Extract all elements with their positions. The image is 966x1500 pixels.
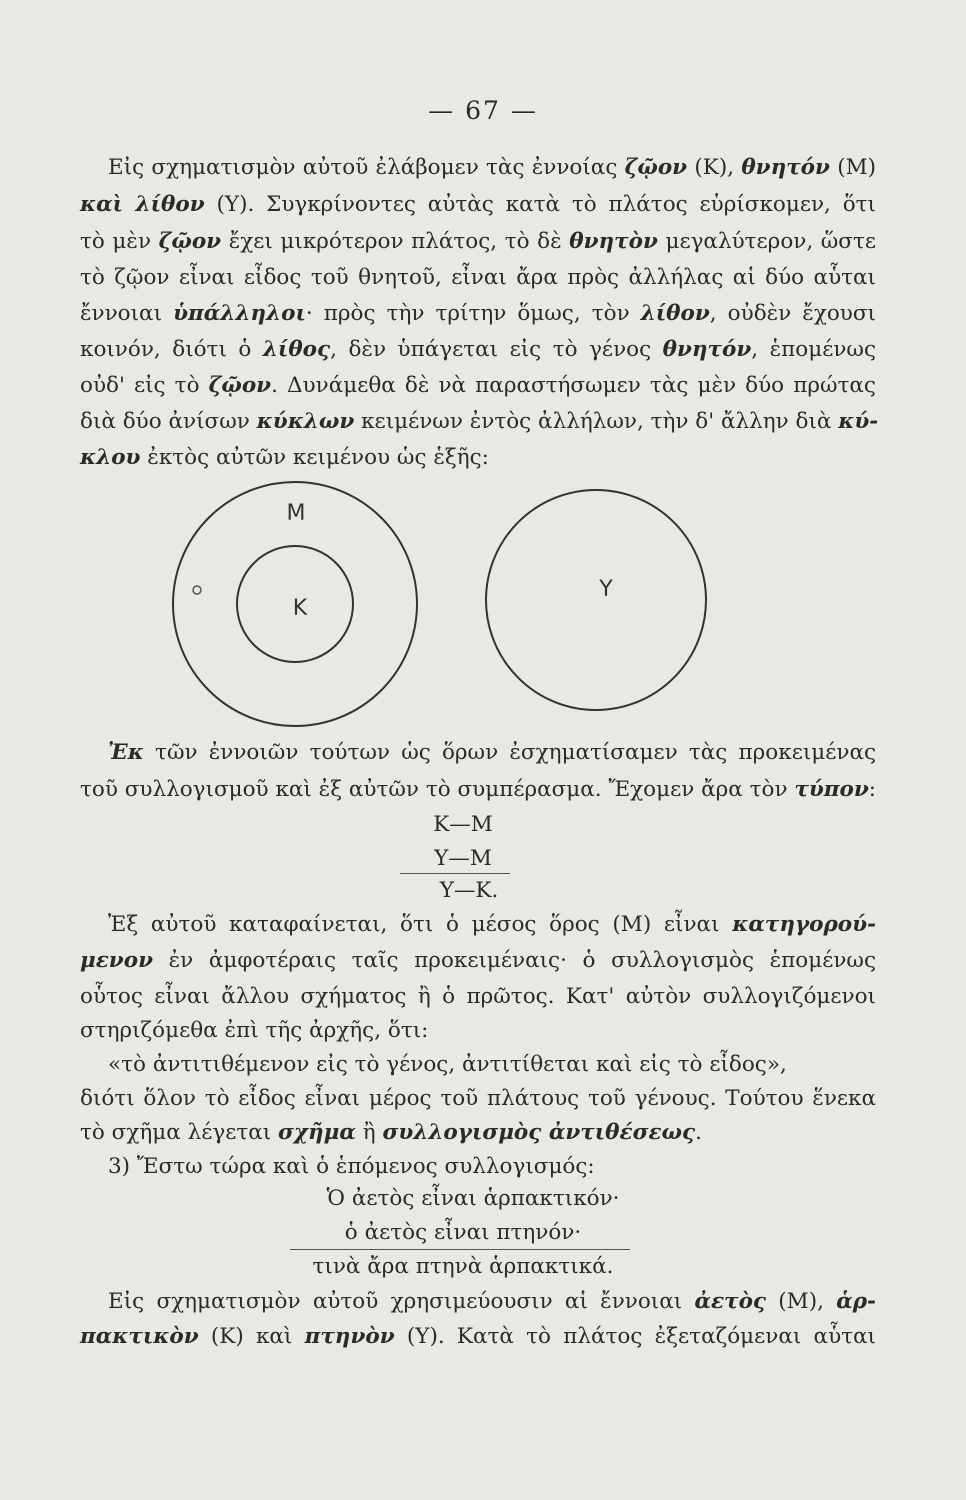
text-line: καὶ λίθον (Υ). Συγκρίνοντες αὐτὰς κατὰ τὸ πλάτος εὑρίσκομεν, ὅτι <box>80 192 876 217</box>
text-line: μενον ἐν ἀμφοτέραις ταῖς προκειμέναις· ὁ συλλογισμὸς ἑπομένως <box>80 948 876 973</box>
text-line: οὗτος εἶναι ἄλλου σχήματος ἢ ὁ πρῶτος. Κατ' αὐτὸν συλλογιζόμενοι <box>80 984 876 1009</box>
premise-line: ὁ ἀετὸς εἶναι πτηνόν· <box>344 1220 582 1245</box>
separate-circle-y <box>486 490 706 710</box>
label-m: Μ <box>286 501 306 526</box>
text-line: ἔννοιαι ὑπάλληλοι· πρὸς τὴν τρίτην ὅμως, τὸν λίθον, οὐδὲν ἔχουσι <box>80 301 876 326</box>
text-line: Εἰς σχηματισμὸν αὐτοῦ χρησιμεύουσιν αἱ ἔννοιαι ἀετὸς (Μ), ἁρ- <box>108 1289 876 1314</box>
text-line: τὸ μὲν ζῷον ἔχει μικρότερον πλάτος, τὸ δὲ θνητὸν μεγαλύτερον, ὥστε <box>80 229 877 254</box>
text-line: τὸ σχῆμα λέγεται σχῆμα ἢ συλλογισμὸς ἀντιθέσεως. <box>80 1120 702 1145</box>
conclusion-line: τινὰ ἄρα πτηνὰ ἁρπακτικά. <box>312 1254 614 1279</box>
premise-line: Ὁ ἀετὸς εἶναι ἁρπακτικόν· <box>326 1186 620 1211</box>
formula-rule <box>290 1249 630 1250</box>
text-line: στηριζόμεθα ἐπὶ τῆς ἀρχῆς, ὅτι: <box>80 1018 429 1043</box>
text-line: πακτικὸν (Κ) καὶ πτηνὸν (Υ). Κατὰ τὸ πλάτος ἐξεταζόμεναι αὗται <box>80 1324 876 1349</box>
label-k: Κ <box>292 596 308 621</box>
conclusion-line: Υ—Κ. <box>439 878 499 903</box>
premise-line: Υ—Μ <box>434 846 492 871</box>
text-line: 3) Ἔστω τώρα καὶ ὁ ἑπόμενος συλλογισμός: <box>108 1154 595 1179</box>
text-line: τὸ ζῷον εἶναι εἶδος τοῦ θνητοῦ, εἶναι ἄρα πρὸς ἀλλήλας αἱ δύο αὗται <box>80 265 876 290</box>
label-y: Υ <box>599 577 613 602</box>
text-line: κλου ἐκτὸς αὐτῶν κειμένου ὡς ἑξῆς: <box>80 445 489 470</box>
quote-line: «τὸ ἀντιτιθέμενον εἰς τὸ γένος, ἀντιτίθεται καὶ εἰς τὸ εἶδος», <box>108 1052 787 1077</box>
text-line: διότι ὅλον τὸ εἶδος εἶναι μέρος τοῦ πλάτους τοῦ γένους. Τούτου ἕνεκα <box>80 1086 876 1111</box>
text-line: κοινόν, διότι ὁ λίθος, δὲν ὑπάγεται εἰς τὸ γένος θνητόν, ἑπομένως <box>80 337 876 362</box>
formula-rule <box>400 873 510 874</box>
circle-diagram <box>0 470 966 750</box>
text-line: διὰ δύο ἀνίσων κύκλων κειμένων ἐντὸς ἀλλήλων, τὴν δ' ἄλλην διὰ κύ- <box>80 409 879 434</box>
ink-dot <box>193 586 201 594</box>
text-line: οὐδ' εἰς τὸ ζῷον. Δυνάμεθα δὲ νὰ παραστήσωμεν τὰς μὲν δύο πρώτας <box>80 373 876 398</box>
text-line: Ἐκ τῶν ἐννοιῶν τούτων ὡς ὅρων ἐσχηματίσαμεν τὰς προκειμένας <box>108 740 876 765</box>
circle-diagram-svg <box>0 470 966 750</box>
text-line: Εἰς σχηματισμὸν αὐτοῦ ἐλάβομεν τὰς ἐννοίας ζῷον (Κ), θνητόν (Μ) <box>108 155 877 180</box>
text-line: Ἐξ αὐτοῦ καταφαίνεται, ὅτι ὁ μέσος ὅρος (Μ) εἶναι κατηγορού- <box>108 912 876 937</box>
premise-line: Κ—Μ <box>433 812 493 837</box>
page-number: — 67 — <box>428 96 538 125</box>
text-line: τοῦ συλλογισμοῦ καὶ ἐξ αὐτῶν τὸ συμπέρασμα. Ἔχομεν ἄρα τὸν τύπον: <box>80 777 877 802</box>
